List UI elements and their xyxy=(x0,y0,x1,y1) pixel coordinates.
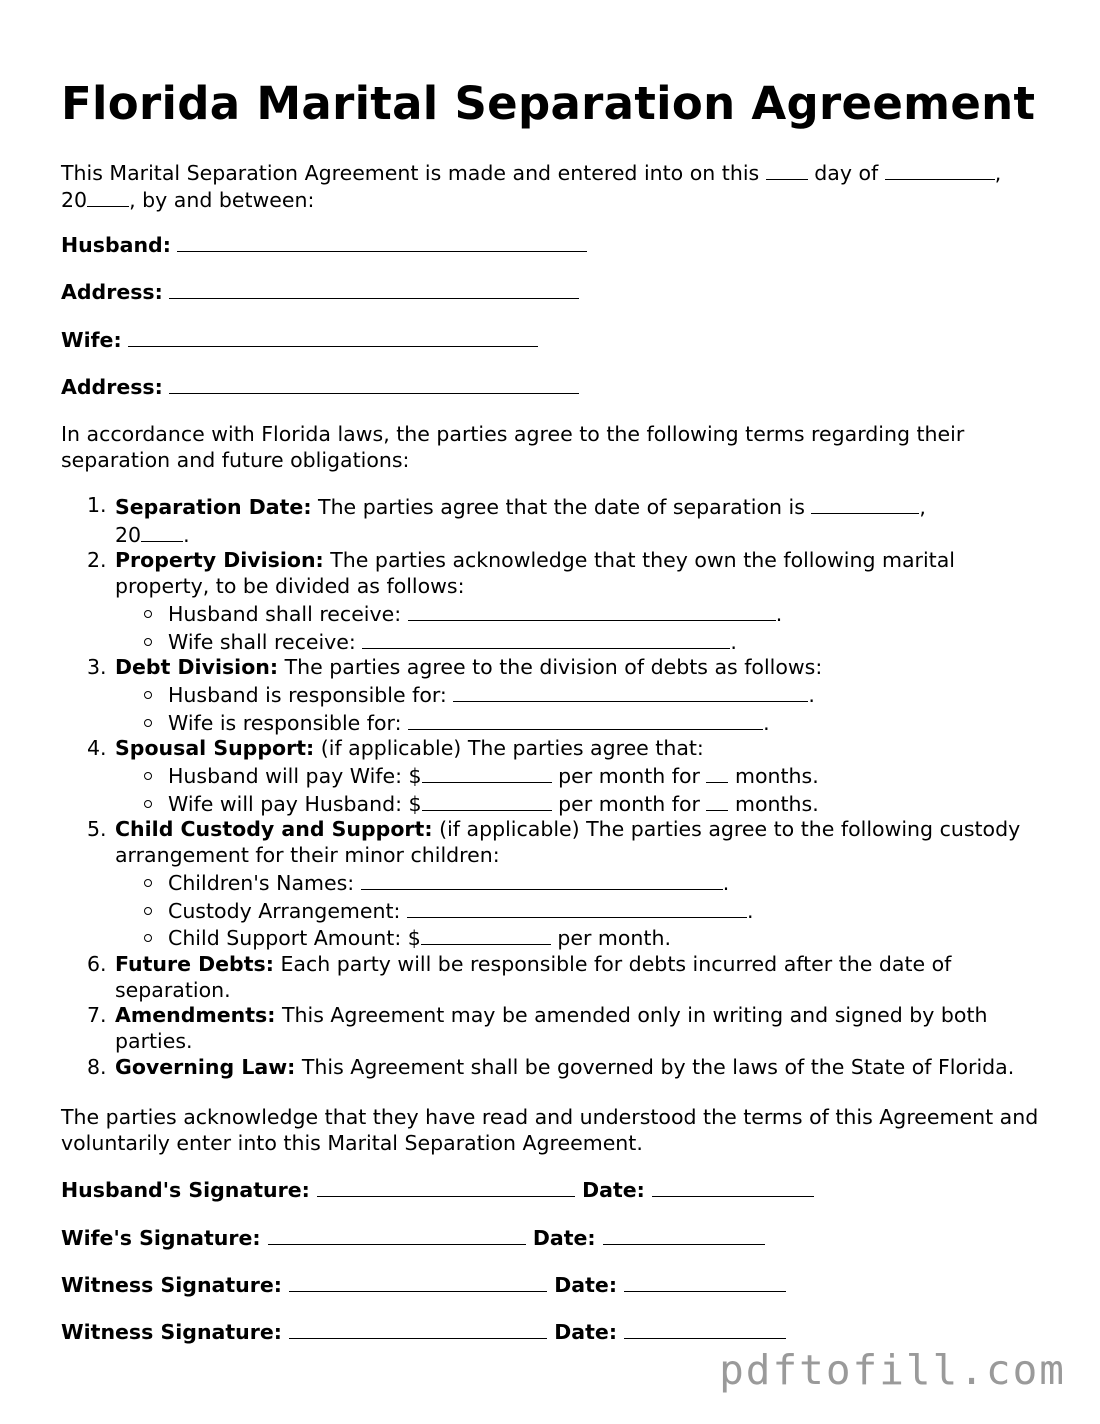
husband-signature-line: Husband's Signature: Date: xyxy=(61,1176,814,1203)
husband-date-field[interactable] xyxy=(652,1176,814,1197)
wife-support-months-field[interactable] xyxy=(706,790,728,811)
sub-item: Children's Names: . xyxy=(61,869,1046,897)
sub-item: Wife is responsible for: . xyxy=(61,709,1046,737)
witness1-date-field[interactable] xyxy=(624,1271,786,1292)
closing-paragraph: The parties acknowledge that they have read and understood the terms of this Agreement and voluntarily enter into this Marital Separation Agreement. xyxy=(61,1105,1039,1155)
bullet-icon xyxy=(144,800,152,808)
witness1-signature-field[interactable] xyxy=(289,1271,547,1292)
child-support-amount-field[interactable] xyxy=(421,924,551,945)
separation-date-field[interactable] xyxy=(811,493,919,514)
term-title: Governing Law: xyxy=(115,1054,296,1079)
sub-item: Wife will pay Husband: $ per month for months. xyxy=(61,790,1046,818)
day-field[interactable] xyxy=(766,159,808,180)
list-item: 4. Spousal Support: (if applicable) The parties agree that: xyxy=(87,736,704,761)
bullet-icon xyxy=(144,719,152,727)
wife-signature-line: Wife's Signature: Date: xyxy=(61,1224,765,1251)
wife-address-field[interactable] xyxy=(169,373,579,394)
address-label: Address: xyxy=(61,375,163,399)
husband-debt-field[interactable] xyxy=(453,681,808,702)
husband-address-field[interactable] xyxy=(169,278,579,299)
list-item: 8. Governing Law: This Agreement shall be governed by the laws of the State of Florida. xyxy=(87,1054,1015,1079)
witness2-date-field[interactable] xyxy=(624,1318,786,1339)
wife-name-field[interactable] xyxy=(128,326,538,347)
bullet-icon xyxy=(144,907,152,915)
wife-address-line xyxy=(61,373,1046,400)
husband-support-amount-field[interactable] xyxy=(422,762,552,783)
intro-text: , by and between: xyxy=(129,188,315,212)
address-label: Address: xyxy=(61,280,163,304)
husband-address-line xyxy=(61,278,1046,305)
intro-text: , xyxy=(994,161,1002,185)
month-field[interactable] xyxy=(885,159,995,180)
intro-paragraph xyxy=(61,159,1046,213)
list-item: 2. Property Division: The parties acknowledge that they own the following marital property, to be divided as follows: xyxy=(87,548,955,599)
wife-date-field[interactable] xyxy=(603,1224,765,1245)
husband-signature-field[interactable] xyxy=(317,1176,575,1197)
term-title: Amendments: xyxy=(115,1003,276,1028)
wife-property-field[interactable] xyxy=(362,628,730,649)
bullet-icon xyxy=(144,772,152,780)
sub-item: Husband will pay Wife: $ per month for months. xyxy=(61,762,1046,790)
term-title: Child Custody and Support: xyxy=(115,817,433,842)
wife-label: Wife: xyxy=(61,328,122,352)
husband-support-months-field[interactable] xyxy=(706,762,728,783)
husband-property-field[interactable] xyxy=(408,600,776,621)
term-title: Debt Division: xyxy=(115,655,279,680)
sub-item: Child Support Amount: $ per month. xyxy=(61,924,1046,952)
wife-signature-field[interactable] xyxy=(268,1224,526,1245)
intro-text: This Marital Separation Agreement is made and entered into on this xyxy=(61,161,760,185)
wife-debt-field[interactable] xyxy=(408,709,763,730)
husband-line xyxy=(61,231,1046,258)
separation-year-field[interactable] xyxy=(141,521,183,542)
term-title: Property Division: xyxy=(115,548,324,573)
children-names-field[interactable] xyxy=(361,869,723,890)
watermark: pdftofill.com xyxy=(719,1346,1066,1394)
husband-label: Husband: xyxy=(61,233,171,257)
witness1-signature-line: Witness Signature: Date: xyxy=(61,1271,786,1298)
wife-line xyxy=(61,326,1046,353)
list-item: 1. Separation Date: The parties agree that the date of separation is , 20 . xyxy=(87,493,926,547)
term-title: Spousal Support: xyxy=(115,736,315,761)
terms-list xyxy=(61,493,1046,1080)
list-item: 6. Future Debts: Each party will be responsible for debts incurred after the date of separation. xyxy=(87,951,952,1002)
accordance-paragraph: In accordance with Florida laws, the parties agree to the following terms regarding their separation and future obligations: xyxy=(61,422,965,472)
witness2-signature-line: Witness Signature: Date: xyxy=(61,1318,786,1345)
intro-text: 20 xyxy=(61,188,88,212)
witness2-signature-field[interactable] xyxy=(289,1318,547,1339)
intro-text: day of xyxy=(814,161,879,185)
husband-name-field[interactable] xyxy=(177,231,587,252)
bullet-icon xyxy=(144,638,152,646)
list-item: 5. Child Custody and Support: (if applicable) The parties agree to the following custody arrangement for their minor children: xyxy=(87,817,1021,868)
bullet-icon xyxy=(144,934,152,942)
bullet-icon xyxy=(144,610,152,618)
list-item: 7. Amendments: This Agreement may be amended only in writing and signed by both parties. xyxy=(87,1003,988,1054)
sub-item: Custody Arrangement: . xyxy=(61,897,1046,925)
page-title: Florida Marital Separation Agreement xyxy=(61,77,1036,130)
sub-item: Wife shall receive: . xyxy=(61,628,1046,656)
custody-arrangement-field[interactable] xyxy=(407,897,747,918)
bullet-icon xyxy=(144,691,152,699)
sub-item: Husband shall receive: . xyxy=(61,600,1046,628)
bullet-icon xyxy=(144,879,152,887)
wife-support-amount-field[interactable] xyxy=(422,790,552,811)
list-item: 3. Debt Division: The parties agree to the division of debts as follows: xyxy=(87,655,823,680)
sub-item: Husband is responsible for: . xyxy=(61,681,1046,709)
year-field[interactable] xyxy=(87,186,129,207)
term-title: Separation Date: xyxy=(115,495,312,519)
term-title: Future Debts: xyxy=(115,951,274,976)
